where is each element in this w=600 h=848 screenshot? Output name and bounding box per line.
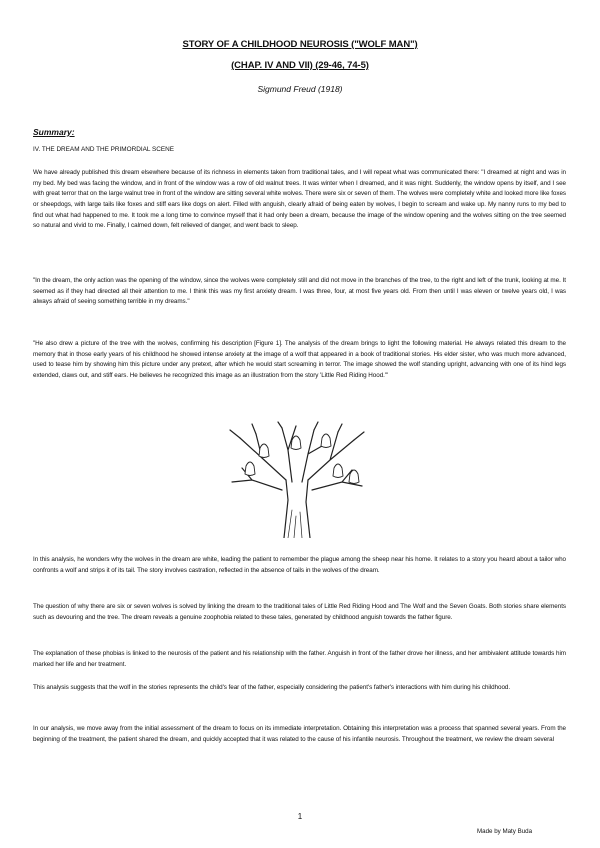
- paragraph-3: "He also drew a picture of the tree with the wolves, confirming his description [Figure 1]. The analysis of the dream brings to light the following material. He always related this dream to the memory that in those early years of his childhood he showed intense anxiety at the image of a wolf that appeared in a book of traditional stories. His elder sister, who was much more advanced, used to tease him by showing him this picture under any pretext, after which he would start screaming in terror. The image showed the wolf standing upright, advancing with one of its hind legs extended, claws out, and stiff ears. He believes he recognized this image as an illustration from the story 'Little Red Riding Hood.'": [33, 340, 566, 380]
- document-subtitle: (CHAP. IV AND VII) (29-46, 74-5): [231, 60, 369, 71]
- paragraph-1: We have already published this dream elsewhere because of its richness in elements taken from traditional tales, and I will repeat what was communicated there: "I dreamed at night and was in my bed. My bed was facing the window, and in front of the window was a row of old walnut trees. It was winter when I dreamed, and it was night. Suddenly, the window opens by itself, and I see with great terror that on the large walnut tree in front of the window are sitting several white wolves. There were six or seven of them. The wolves were completely white and looked more like foxes or sheepdogs, with large tails like foxes and stiff ears like dogs on alert. Filled with anguish, clearly afraid of being eaten by wolves, I begin to scream and wake up. My nanny runs to my bed to find out what had happened to me. It took me a long time to convince myself that it had only been a dream, because the image of the window opening and the wolves sitting on the tree seemed so natural and vivid to me. Finally, I calmed down, felt relieved of danger, and went back to sleep.: [33, 169, 566, 230]
- paragraph-7: This analysis suggests that the wolf in the stories represents the child's fear of the father, especially considering the patient's father's interactions with him during his childhood.: [33, 684, 511, 692]
- paragraph-2: "In the dream, the only action was the opening of the window, since the wolves were completely still and did not move in the branches of the tree, to the right and left of the trunk, looking at me. It seemed as if they had directed all their attention to me. I think this was my first anxiety dream. I was three, four, at most five years old. From then until I was eleven or twelve years old, I was always afraid of seeing something terrible in my dreams.": [33, 277, 566, 306]
- paragraph-6: The explanation of these phobias is linked to the neurosis of the patient and his relationship with the father. Anguish in front of the father drove her illness, and her ambivalent attitude towards him marked her life and her treatment.: [33, 650, 566, 668]
- footer-credit: Made by Maty Buda: [477, 828, 533, 835]
- summary-heading: Summary:: [33, 127, 75, 137]
- section-title: IV. THE DREAM AND THE PRIMORDIAL SCENE: [33, 146, 174, 153]
- wolf-tree-figure: [222, 420, 372, 538]
- author-line: Sigmund Freud (1918): [257, 84, 343, 94]
- page-number: 1: [297, 812, 303, 821]
- paragraph-5: The question of why there are six or seven wolves is solved by linking the dream to the traditional tales of Little Red Riding Hood and The Wolf and the Seven Goats. Both stories share elements such as devouring and the tree. The dream reveals a genuine zoophobia related to these tales, generated by childhood anguish towards the father figure.: [33, 603, 566, 621]
- wolf-tree-drawing-icon: [222, 420, 372, 538]
- paragraph-8: In our analysis, we move away from the initial assessment of the dream to focus on its immediate interpretation. Obtaining this interpretation was a process that spanned several years. From the beginning of the treatment, the patient shared the dream, and quickly accepted that it was related to the cause of his infantile neurosis. Throughout the treatment, we review the dream several: [33, 725, 566, 743]
- paragraph-4: In this analysis, he wonders why the wolves in the dream are white, leading the patient to remember the plague among the sheep near his home. It relates to a story you heard about a tailor who confronts a wolf and strips it of its tail. The story involves castration, reflected in the absence of tails in the wolves of the dream.: [33, 556, 566, 574]
- document-title: STORY OF A CHILDHOOD NEUROSIS ("WOLF MAN"): [182, 39, 418, 50]
